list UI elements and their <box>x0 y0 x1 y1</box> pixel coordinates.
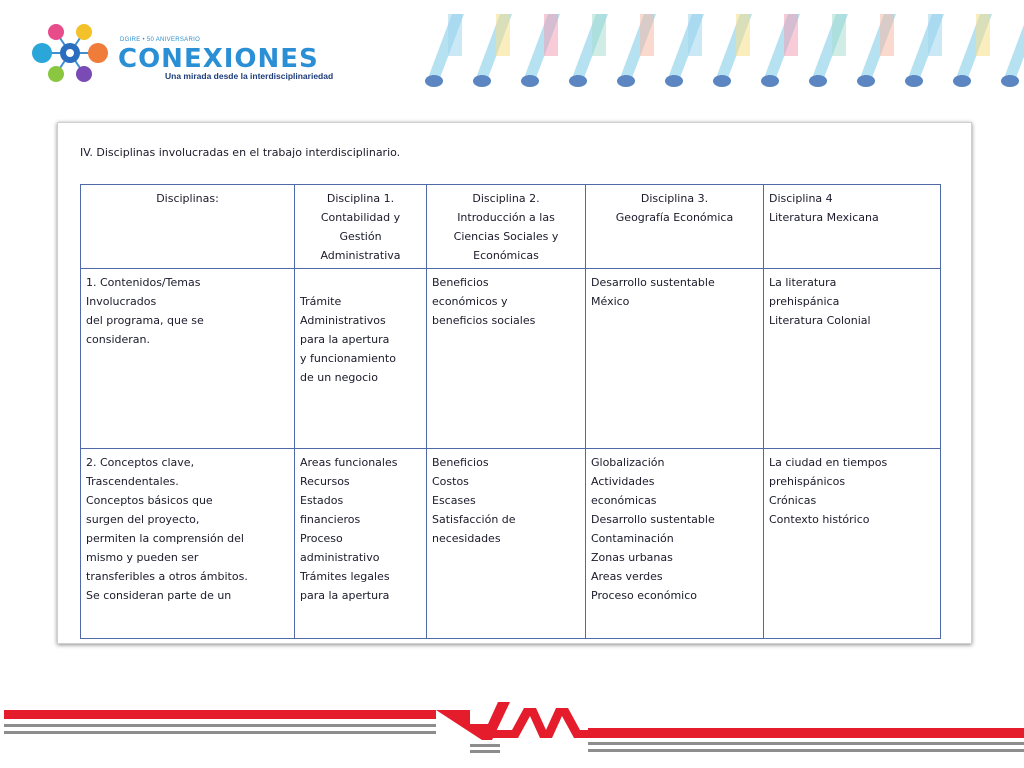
cell-contenidos-d3: Desarrollo sustentable México <box>586 269 764 449</box>
cell-conceptos-d3: Globalización Actividades económicas Desarrollo sustentable Contaminación Zonas urbanas Areas verdes Proceso económico <box>586 449 764 639</box>
stripe-dot <box>761 75 779 87</box>
stripe-dot <box>905 75 923 87</box>
footer-right-bars <box>588 728 1024 752</box>
stripe-dot <box>569 75 587 87</box>
stripe-3 <box>521 14 560 87</box>
header-disciplina-4: Disciplina 4 Literatura Mexicana <box>764 185 941 269</box>
stripe-13 <box>1001 14 1024 87</box>
stripe-1 <box>425 14 464 87</box>
stripe-5 <box>617 14 656 87</box>
stripe-4 <box>569 14 608 87</box>
conexiones-logo-icon <box>22 22 118 84</box>
stripe-6 <box>665 14 704 87</box>
stripe-12 <box>953 14 992 87</box>
stripe-dot <box>857 75 875 87</box>
cell-contenidos-d1: Trámite Administrativos para la apertura y funcionamiento de un negocio <box>295 269 427 449</box>
cell-contenidos-d4: La literatura prehispánica Literatura Colonial <box>764 269 941 449</box>
footer-left-bars <box>4 710 436 734</box>
header-disciplina-2: Disciplina 2. Introducción a las Ciencias Sociales y Económicas <box>427 185 586 269</box>
uvaq-logo-icon <box>436 702 588 753</box>
stripe-11 <box>905 14 944 87</box>
logo-kicker: DGIRE • 50 ANIVERSARIO <box>120 37 201 43</box>
disciplines-table <box>80 184 941 639</box>
stripe-dot <box>1001 75 1019 87</box>
cell-conceptos-d4: La ciudad en tiempos prehispánicos Crónicas Contexto histórico <box>764 449 941 639</box>
table-row-contenidos <box>81 269 941 449</box>
header-disciplinas: Disciplinas: <box>81 185 295 269</box>
stripe-dot <box>521 75 539 87</box>
header-disciplina-1: Disciplina 1. Contabilidad y Gestión Administrativa <box>295 185 427 269</box>
section-heading: IV. Disciplinas involucradas en el trabajo interdisciplinario. <box>80 146 401 159</box>
uvaq-footer <box>0 700 1024 768</box>
stripe-dot <box>617 75 635 87</box>
table-header-row <box>81 185 941 269</box>
row-label-conceptos: 2. Conceptos clave, Trascendentales. Conceptos básicos que surgen del proyecto, permiten la comprensión del mismo y pueden ser transferibles a otros ámbitos. Se consideran parte de un <box>81 449 295 639</box>
footer-brand: UVAQ <box>600 712 603 713</box>
stripe-dot <box>713 75 731 87</box>
header-disciplina-3: Disciplina 3. Geografía Económica <box>586 185 764 269</box>
cell-conceptos-d1: Areas funcionales Recursos Estados financieros Proceso administrativo Trámites legales para la apertura <box>295 449 427 639</box>
slide-panel <box>57 122 972 644</box>
stripe-7 <box>713 14 752 87</box>
row-label-contenidos: 1. Contenidos/Temas Involucrados del programa, que se consideran. <box>81 269 295 449</box>
stripe-dot <box>473 75 491 87</box>
stripe-2 <box>473 14 512 87</box>
decorative-stripes <box>410 12 1024 92</box>
stripe-dot <box>665 75 683 87</box>
stripe-9 <box>809 14 848 87</box>
stripe-dot <box>953 75 971 87</box>
stripe-dot <box>809 75 827 87</box>
stripe-10 <box>857 14 896 87</box>
cell-conceptos-d2: Beneficios Costos Escases Satisfacción de necesidades <box>427 449 586 639</box>
logo-tagline: Una mirada desde la interdisciplinariedad <box>165 71 334 81</box>
stripe-dot <box>425 75 443 87</box>
cell-contenidos-d2: Beneficios económicos y beneficios sociales <box>427 269 586 449</box>
table-row-conceptos <box>81 449 941 639</box>
stripe-8 <box>761 14 800 87</box>
logo-title: CONEXIONES <box>118 44 319 74</box>
